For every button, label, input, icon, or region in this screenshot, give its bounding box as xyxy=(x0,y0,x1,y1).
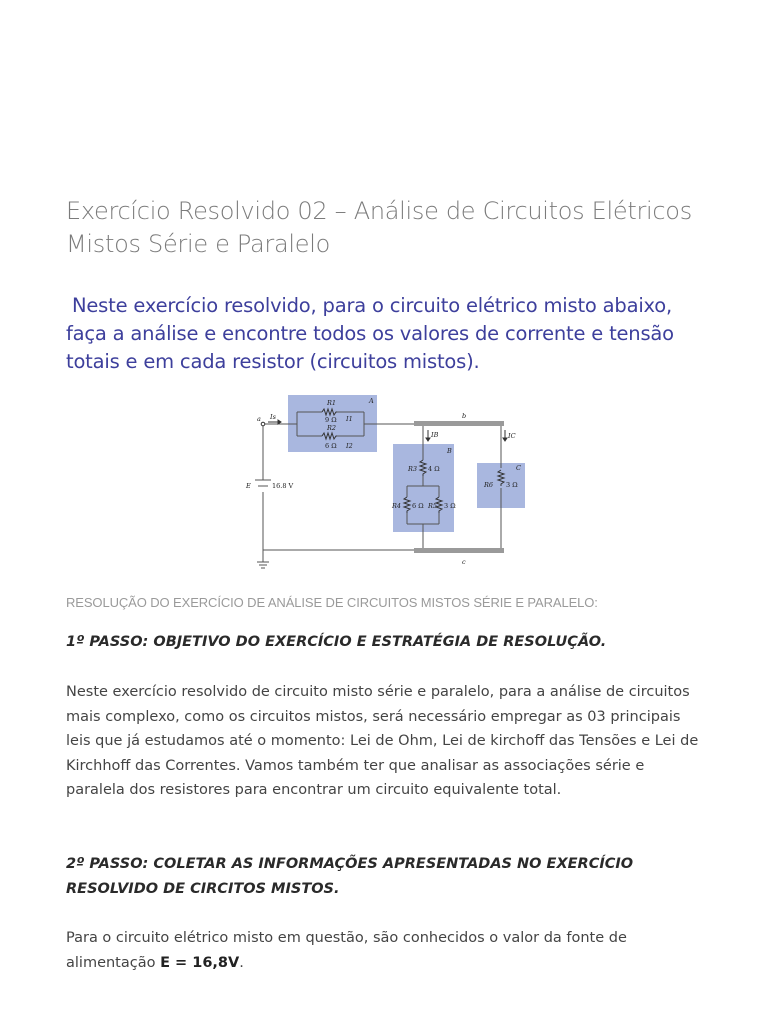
r1-value: 9 Ω xyxy=(325,416,337,424)
step2-heading: 2º PASSO: COLETAR AS INFORMAÇÕES APRESENTADAS NO EXERCÍCIO RESOLVIDO DE CIRCITOS MISTOS. xyxy=(66,856,634,897)
r6-value: 3 Ω xyxy=(506,481,518,489)
is-label: Is xyxy=(270,413,276,421)
block-a-label: A xyxy=(369,397,374,405)
step2-text xyxy=(66,926,706,975)
source-value: 16.8 V xyxy=(272,482,294,490)
circuit-diagram xyxy=(242,390,642,570)
source-value-bold: E = 16,8V xyxy=(160,954,240,971)
bus-top xyxy=(414,421,504,426)
block-c-label: C xyxy=(516,464,521,472)
r3-value: 4 Ω xyxy=(428,465,440,473)
resolution-heading: RESOLUÇÃO DO EXERCÍCIO DE ANÁLISE DE CIRCUITOS MISTOS SÉRIE E PARALELO: xyxy=(66,595,598,610)
r1-label: R1 xyxy=(327,399,337,407)
node-c-label: c xyxy=(462,558,466,566)
block-b-label: B xyxy=(447,447,452,455)
r3-label: R3 xyxy=(408,465,418,473)
step1-heading: 1º PASSO: OBJETIVO DO EXERCÍCIO E ESTRATÉGIA DE RESOLUÇÃO. xyxy=(66,634,607,650)
ib-label: IB xyxy=(431,431,439,439)
step1-text: Neste exercício resolvido de circuito misto série e paralelo, para a análise de circuitos mais complexo, como os circuitos mistos, será necessário empregar as 03 principais leis que já estudamos até o momento: Lei de Ohm, Lei de kirchoff das Tensões e Lei de Kirchhoff das Correntes. Vamos também ter que analisar as associações série e paralela dos resistores para encontrar um circuito equivalente total. xyxy=(66,684,699,798)
r2-label: R2 xyxy=(327,424,337,432)
r6-label: R6 xyxy=(484,481,494,489)
r4-label: R4 xyxy=(392,502,402,510)
r2-value: 6 Ω xyxy=(325,442,337,450)
step2-text-prefix: Para o circuito elétrico misto em questão, são conhecidos o valor da fonte de alimentação xyxy=(66,930,627,971)
step2-text-suffix: . xyxy=(239,954,244,971)
bus-bottom xyxy=(414,548,504,553)
node-b-label: b xyxy=(462,412,467,420)
source-label: E xyxy=(246,482,251,490)
ic-label: IC xyxy=(508,432,516,440)
node-a-label: a xyxy=(257,415,261,423)
r5-label: R5 xyxy=(428,502,438,510)
r4-value: 6 Ω xyxy=(412,502,424,510)
i1-label: I1 xyxy=(346,415,353,423)
i2-label: I2 xyxy=(346,442,353,450)
page-title: Exercício Resolvido 02 – Análise de Circuitos Elétricos Mistos Série e Paralelo xyxy=(66,197,692,258)
intro-text: Neste exercício resolvido, para o circuito elétrico misto abaixo, faça a análise e encontre todos os valores de corrente e tensão totais e em cada resistor (circuitos mistos). xyxy=(66,294,680,373)
r5-value: 3 Ω xyxy=(444,502,456,510)
